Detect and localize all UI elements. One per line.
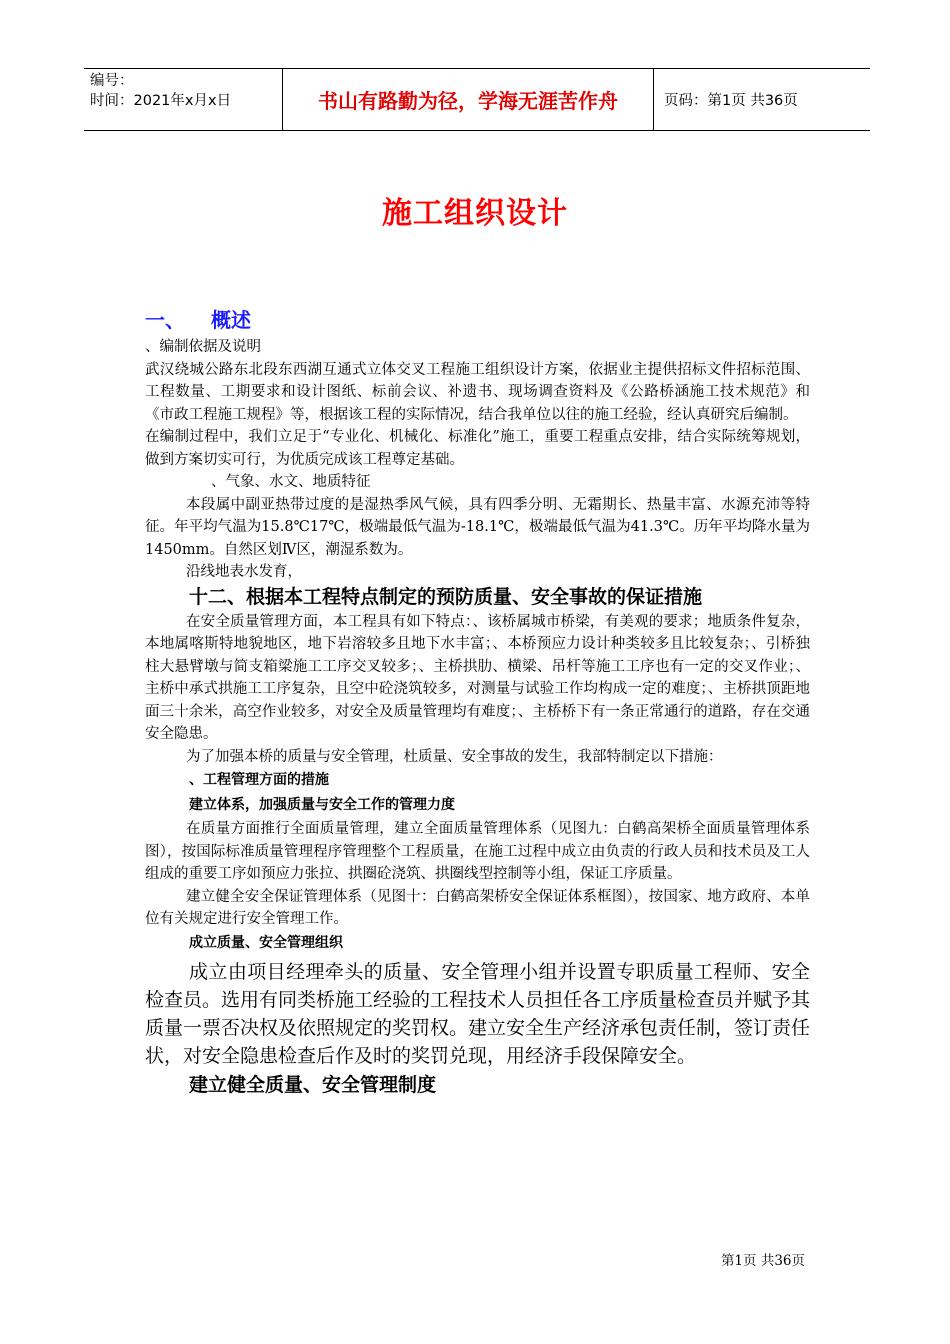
subheading-system: 建立体系，加强质量与安全工作的管理力度 <box>189 797 455 813</box>
header-motto: 书山有路勤为径，学海无涯苦作舟 <box>282 69 654 130</box>
paragraph: 为了加强本桥的质量与安全管理，杜质量、安全事故的发生，我部特制定以下措施： <box>186 748 723 765</box>
document-body <box>145 306 810 1100</box>
section-heading-12: 十二、根据本工程特点制定的预防质量、安全事故的保证措施 <box>189 585 703 608</box>
paragraph: 在安全质量管理方面，本工程具有如下特点：、该桥属城市桥梁，有美观的要求；地质条件复杂，本地属喀斯特地貌地区，地下岩溶较多且地下水丰富；、本桥预应力设计种类较多且比较复杂；、引桥独柱大悬臂墩与简支箱梁施工工序交叉较多；、主桥拱肋、横梁、吊杆等施工工序也有一定的交叉作业；、主桥中承式拱施工工序复杂，且空中砼浇筑较多，对测量与试验工作均构成一定的难度；、主桥拱顶距地面三十余米，高空作业较多，对安全及质量管理均有难度；、主桥桥下有一条正常通行的道路，存在交通安全隐患。 <box>145 613 810 742</box>
paragraph: 建立健全安全保证管理体系（见图十：白鹤高架桥安全保证体系框图），按国家、地方政府、本单位有关规定进行安全管理工作。 <box>145 888 810 927</box>
section-title: 概述 <box>211 308 251 332</box>
header-table <box>84 68 870 131</box>
heading-rules: 建立健全质量、安全管理制度 <box>189 1073 437 1096</box>
number-label: 编号： <box>90 73 134 89</box>
paragraph: 本段属中副亚热带过度的是湿热季风气候，具有四季分明、无霜期长、热量丰富、水源充沛等特征。年平均气温为15.8℃17℃，极端最低气温为-18.1℃，极端最低气温为41.3℃。历年平均降水量为1450mm。自然区划Ⅳ区，潮湿系数为。 <box>145 496 810 558</box>
subheading-basis: 、编制依据及说明 <box>145 339 261 355</box>
paragraph: 沿线地表水发育， <box>186 564 302 580</box>
subheading-management: 、工程管理方面的措施 <box>189 772 329 788</box>
large-paragraph: 成立由项目经理牵头的质量、安全管理小组并设置专职质量工程师、安全检查员。选用有同类桥施工经验的工程技术人员担任各工序质量检查员并赋予其质量一票否决权及依照规定的奖罚权。建立安全生产经济承包责任制，签订责任状，对安全隐患检查后作及时的奖罚兑现，用经济手段保障安全。 <box>145 960 811 1067</box>
paragraph: 武汉绕城公路东北段东西湖互通式立体交叉工程施工组织设计方案，依据业主提供招标文件招标范围、工程数量、工期要求和设计图纸、标前会议、补遗书、现场调查资料及《公路桥涵施工技术规范》和《市政工程施工规程》等，根据该工程的实际情况，结合我单位以往的施工经验，经认真研究后编制。 <box>145 361 810 423</box>
paragraph: 在质量方面推行全面质量管理，建立全面质量管理体系（见图九：白鹤高架桥全面质量管理体系图），按国际标准质量管理程序管理整个工程质量，在施工过程中成立由负责的行政人员和技术员及工人组成的重要工序如预应力张拉、拱圈砼浇筑、拱圈线型控制等小组，保证工序质量。 <box>145 821 810 882</box>
subheading-climate: 、气象、水文、地质特征 <box>211 474 371 490</box>
date-label: 时间：2021年x月x日 <box>90 93 232 109</box>
page-footer: 第1页 共36页 <box>720 1253 805 1269</box>
document-title: 施工组织设计 <box>382 196 568 231</box>
header-left-cell <box>84 69 282 130</box>
section-number: 一、 <box>145 308 185 332</box>
section-heading-overview <box>145 306 810 334</box>
subheading-organization: 成立质量、安全管理组织 <box>189 934 343 951</box>
paragraph: 在编制过程中，我们立足于“专业化、机械化、标准化”施工，重要工程重点安排，结合实际统筹规划，做到方案切实可行，为优质完成该工程尊定基础。 <box>145 429 810 468</box>
header-page-label: 页码：第1页 共36页 <box>664 93 798 109</box>
